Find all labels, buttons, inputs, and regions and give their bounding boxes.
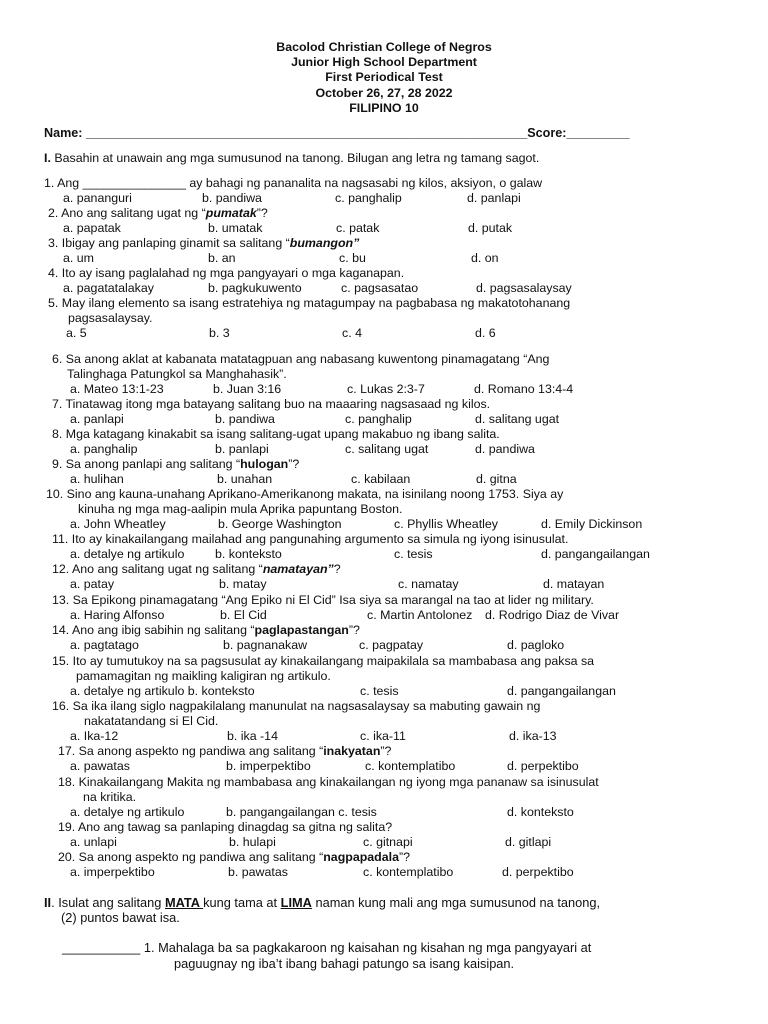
name-score-line <box>44 126 630 141</box>
question-end: ”? <box>256 206 268 220</box>
question-text: 3. Ibigay ang panlaping ginamit sa salitang “ <box>48 236 290 250</box>
question-11: 11. Ito ay kinakailangang mailahad ang pangunahing argumento sa simula ng iyong isinusulat. <box>52 532 569 546</box>
choice-a[interactable]: a. unlapi <box>70 835 117 849</box>
name-label: Name: <box>44 126 83 140</box>
question-6-continued: Talinghaga Patungkol sa Manghahasik”. <box>67 367 287 381</box>
part2-text-3: naman kung mali ang mga sumusunod na tanong, <box>311 895 601 910</box>
choice-a[interactable]: a. pawatas <box>70 759 130 773</box>
choice-d[interactable]: d. salitang ugat <box>475 412 560 426</box>
choice-b[interactable]: b. pagnanakaw <box>223 638 308 652</box>
question-2 <box>48 206 268 221</box>
question-16: 16. Sa ika ilang siglo nagpakilalang manunulat na nagsasalaysay sa mabuting gawain ng <box>52 699 541 713</box>
key-word: hulogan <box>240 457 289 471</box>
key-word: nagpapadala <box>323 850 399 864</box>
choice-d[interactable]: d. on <box>471 251 499 265</box>
choice-c[interactable]: c. panghalip <box>345 412 412 426</box>
choice-a[interactable]: a. Ika-12 <box>70 729 119 743</box>
choice-a[interactable]: a. pagatatalakay <box>63 281 154 295</box>
key-word: bumangon” <box>289 236 360 250</box>
question-end: ”? <box>380 744 392 758</box>
choice-c[interactable]: c. pagsasatao <box>341 281 419 295</box>
choice-c[interactable]: c. pagpatay <box>359 638 424 652</box>
choice-c[interactable]: c. salitang ugat <box>345 442 429 456</box>
choice-a[interactable]: a. Haring Alfonso <box>70 608 165 622</box>
part1-instruction: Basahin at unawain ang mga sumusunod na tanong. Bilugan ang letra ng tamang sagot. <box>54 151 540 165</box>
part2-instruction <box>44 895 600 910</box>
item-text: 1. Mahalaga ba sa pagkakaroon ng kaisahan ng kisahan ng mga pangyayari at <box>143 940 592 955</box>
question-text: 17. Sa anong aspekto ng pandiwa ang salitang “ <box>58 744 324 758</box>
choice-c[interactable]: c. kontemplatibo <box>363 865 454 879</box>
choice-d[interactable]: d. Rodrigo Diaz de Vivar <box>485 608 620 622</box>
choice-b[interactable]: b. pawatas <box>228 865 288 879</box>
choice-c[interactable]: c. tesis <box>360 684 399 698</box>
choice-b[interactable]: b. 3 <box>209 326 230 340</box>
choice-c[interactable]: c. kabilaan <box>351 472 411 486</box>
choice-c[interactable]: c. kontemplatibo <box>365 759 456 773</box>
question-10: 10. Sino ang kauna-unahang Aprikano-Amerikanong makata, na isinilang noong 1753. Siya ay <box>46 487 564 501</box>
choice-b[interactable]: b. an <box>208 251 236 265</box>
question-text: 14. Ano ang ibig sabihin ng salitang “ <box>52 623 255 637</box>
choice-a[interactable]: a. panlapi <box>70 412 124 426</box>
choice-d[interactable]: d. perpektibo <box>502 865 574 879</box>
choice-c[interactable]: c. Martin Antolonez <box>367 608 473 622</box>
choice-a[interactable]: a. pagtatago <box>70 638 139 652</box>
choice-a-b[interactable]: a. detalye ng artikulo b. konteksto <box>70 684 255 698</box>
part2-item-1 <box>62 940 591 955</box>
key-word: paglapastangan <box>254 623 349 637</box>
choice-a[interactable]: a. imperpektibo <box>70 865 155 879</box>
school-name: Bacolod Christian College of Negros <box>276 40 492 54</box>
question-17 <box>58 744 391 759</box>
choice-a[interactable]: a. Mateo 13:1-23 <box>70 382 164 396</box>
choice-b[interactable]: b. imperpektibo <box>226 759 311 773</box>
choice-a[interactable]: a. pananguri <box>63 191 132 205</box>
choice-c[interactable]: c. Lukas 2:3-7 <box>347 382 425 396</box>
choice-c[interactable]: c. namatay <box>398 577 459 591</box>
question-text: 2. Ano ang salitang ugat ng “ <box>48 206 206 220</box>
question-text: 9. Sa anong panlapi ang salitang “ <box>52 457 241 471</box>
choice-d[interactable]: d. pangangailangan <box>541 547 650 561</box>
part2-text-1: . Isulat ang salitang <box>51 895 165 910</box>
question-end: ”? <box>398 850 411 864</box>
question-text: 12. Ano ang salitang ugat ng salitang “ <box>52 562 263 576</box>
question-19: 19. Ano ang tawag sa panlaping dinagdag sa gitna ng salita? <box>58 820 393 834</box>
choice-d[interactable]: d. gitna <box>476 472 517 486</box>
question-10-continued: kinuha ng mga mag-aalipin mula Aprika papuntang Boston. <box>78 502 403 516</box>
keyword-lima: LIMA <box>280 895 312 910</box>
department-name: Junior High School Department <box>291 55 477 70</box>
question-end: ”? <box>348 623 360 637</box>
part1-instruction-line <box>44 151 539 166</box>
question-8: 8. Mga katagang kinakabit sa isang salitang-ugat upang makabuo ng ibang salita. <box>52 427 500 441</box>
question-4: 4. Ito ay isang paglalahad ng mga pangyayari o mga kaganapan. <box>48 266 405 280</box>
choice-c[interactable]: c. panghalip <box>335 191 402 205</box>
question-16-continued: nakatatandang si El Cid. <box>84 714 219 728</box>
choice-b[interactable]: b. Juan 3:16 <box>213 382 282 396</box>
choice-c[interactable]: c. patak <box>336 221 380 235</box>
subject-title: FILIPINO 10 <box>349 100 419 115</box>
question-6: 6. Sa anong aklat at kabanata matatagpuan ang nabasang kuwentong pinamagatang “Ang <box>52 352 550 366</box>
keyword-mata: MATA <box>164 895 204 910</box>
part2-item-1-continued: paguugnay ng iba’t ibang bahagi patungo sa isang kaisipan. <box>174 956 515 971</box>
test-date: October 26, 27, 28 2022 <box>315 85 453 100</box>
choice-a[interactable]: a. hulihan <box>70 472 124 486</box>
choice-d[interactable]: d. matayan <box>543 577 605 591</box>
choice-c[interactable]: c. gitnapi <box>363 835 413 849</box>
question-text: 20. Sa anong aspekto ng pandiwa ang salitang “ <box>58 850 324 864</box>
choice-d[interactable]: d. konteksto <box>507 805 574 819</box>
choice-c[interactable]: c. ika-11 <box>360 729 406 743</box>
choice-b[interactable]: b. pandiwa <box>215 412 275 426</box>
question-end: ”? <box>288 457 300 471</box>
key-word: namatayan” <box>262 562 334 576</box>
choice-d[interactable]: d. 6 <box>475 326 496 340</box>
choice-b[interactable]: b. umatak <box>208 221 263 235</box>
question-18-continued: na kritika. <box>83 790 137 804</box>
part2-text-2: kung tama at <box>203 895 281 910</box>
choice-a[interactable]: a. detalye ng artikulo <box>70 805 185 819</box>
score-blank[interactable]: _________ <box>566 126 630 140</box>
choice-a[interactable]: a. um <box>63 251 94 265</box>
score-label: Score: <box>527 126 567 140</box>
question-1: 1. Ang _______________ ay bahagi ng pananalita na nagsasabi ng kilos, aksiyon, o galaw <box>44 176 543 190</box>
part2-number: II <box>44 895 52 910</box>
choice-c[interactable]: c. bu <box>339 251 366 265</box>
choice-d[interactable]: d. putak <box>468 221 513 235</box>
question-7: 7. Tinatawag itong mga batayang salitang buo na maaaring nagsasaad ng kilos. <box>52 397 491 411</box>
part2-instruction-continued: (2) puntos bawat isa. <box>61 910 180 925</box>
question-15: 15. Ito ay tumutukoy na sa pagsusulat ay kinakailangang maipakilala sa mambabasa ang paksa sa <box>52 654 595 668</box>
choice-b[interactable]: b. ika -14 <box>227 729 278 743</box>
key-word: inakyatan <box>323 744 381 758</box>
question-9 <box>52 457 299 472</box>
choice-d[interactable]: d. perpektibo <box>507 759 579 773</box>
question-14 <box>52 623 360 638</box>
question-18: 18. Kinakailangang Makita ng mambabasa ang kinakailangan ng iyong mga pananaw sa isinusulat <box>58 775 599 789</box>
choice-a[interactable]: a. panghalip <box>70 442 138 456</box>
choice-d[interactable]: d. pandiwa <box>475 442 535 456</box>
choice-b[interactable]: b. konteksto <box>215 547 282 561</box>
question-5-continued: pagsasalaysay. <box>68 311 153 325</box>
choice-c[interactable]: c. Phyllis Wheatley <box>394 517 498 531</box>
key-word: pumatak <box>205 206 257 220</box>
choice-c[interactable]: c. tesis <box>394 547 433 561</box>
choice-b[interactable]: b. pagkukuwento <box>208 281 302 295</box>
choice-d[interactable]: d. pagsasalaysay <box>476 281 572 295</box>
choice-b[interactable]: b. hulapi <box>229 835 276 849</box>
choice-b[interactable]: b. matay <box>219 577 267 591</box>
choice-c[interactable]: c. 4 <box>342 326 362 340</box>
choice-b[interactable]: b. unahan <box>217 472 273 486</box>
choice-d[interactable]: d. panlapi <box>467 191 521 205</box>
question-end: ? <box>333 562 341 576</box>
question-3 <box>48 236 359 251</box>
choice-a[interactable]: a. patay <box>70 577 115 591</box>
choice-a[interactable]: a. John Wheatley <box>70 517 166 531</box>
question-13: 13. Sa Epikong pinamagatang “Ang Epiko ni El Cid” Isa siya sa marangal na tao at lider ng military. <box>52 593 594 607</box>
choice-b[interactable]: b. panlapi <box>215 442 269 456</box>
question-5: 5. May ilang elemento sa isang estratehiya ng matagumpay na pagbabasa ng makatotohanang <box>48 296 571 310</box>
question-15-continued: pamamagitan ng maikling kaligiran ng artikulo. <box>76 669 331 683</box>
question-20 <box>58 850 410 865</box>
answer-blank[interactable]: ___________ <box>62 940 141 955</box>
choice-a[interactable]: a. 5 <box>66 326 87 340</box>
choice-d[interactable]: d. pagloko <box>507 638 565 652</box>
choice-b[interactable]: b. George Washington <box>218 517 342 531</box>
choice-d[interactable]: d. Emily Dickinson <box>541 517 643 531</box>
document-header <box>0 40 768 116</box>
choice-d[interactable]: d. ika-13 <box>509 729 557 743</box>
choice-a[interactable]: a. papatak <box>63 221 121 235</box>
choice-d[interactable]: d. Romano 13:4-4 <box>474 382 574 396</box>
question-12 <box>52 562 341 577</box>
choice-d[interactable]: d. gitlapi <box>505 835 552 849</box>
choice-b[interactable]: b. pandiwa <box>202 191 262 205</box>
name-blank[interactable]: _______________________________________________________________ <box>86 126 528 140</box>
choice-b[interactable]: b. El Cid <box>220 608 267 622</box>
choice-a[interactable]: a. detalye ng artikulo <box>70 547 185 561</box>
test-title: First Periodical Test <box>325 70 443 85</box>
choice-d[interactable]: d. pangangailangan <box>507 684 616 698</box>
choice-b-c[interactable]: b. pangangailangan c. tesis <box>226 805 377 819</box>
part1-number: I. <box>44 151 51 165</box>
